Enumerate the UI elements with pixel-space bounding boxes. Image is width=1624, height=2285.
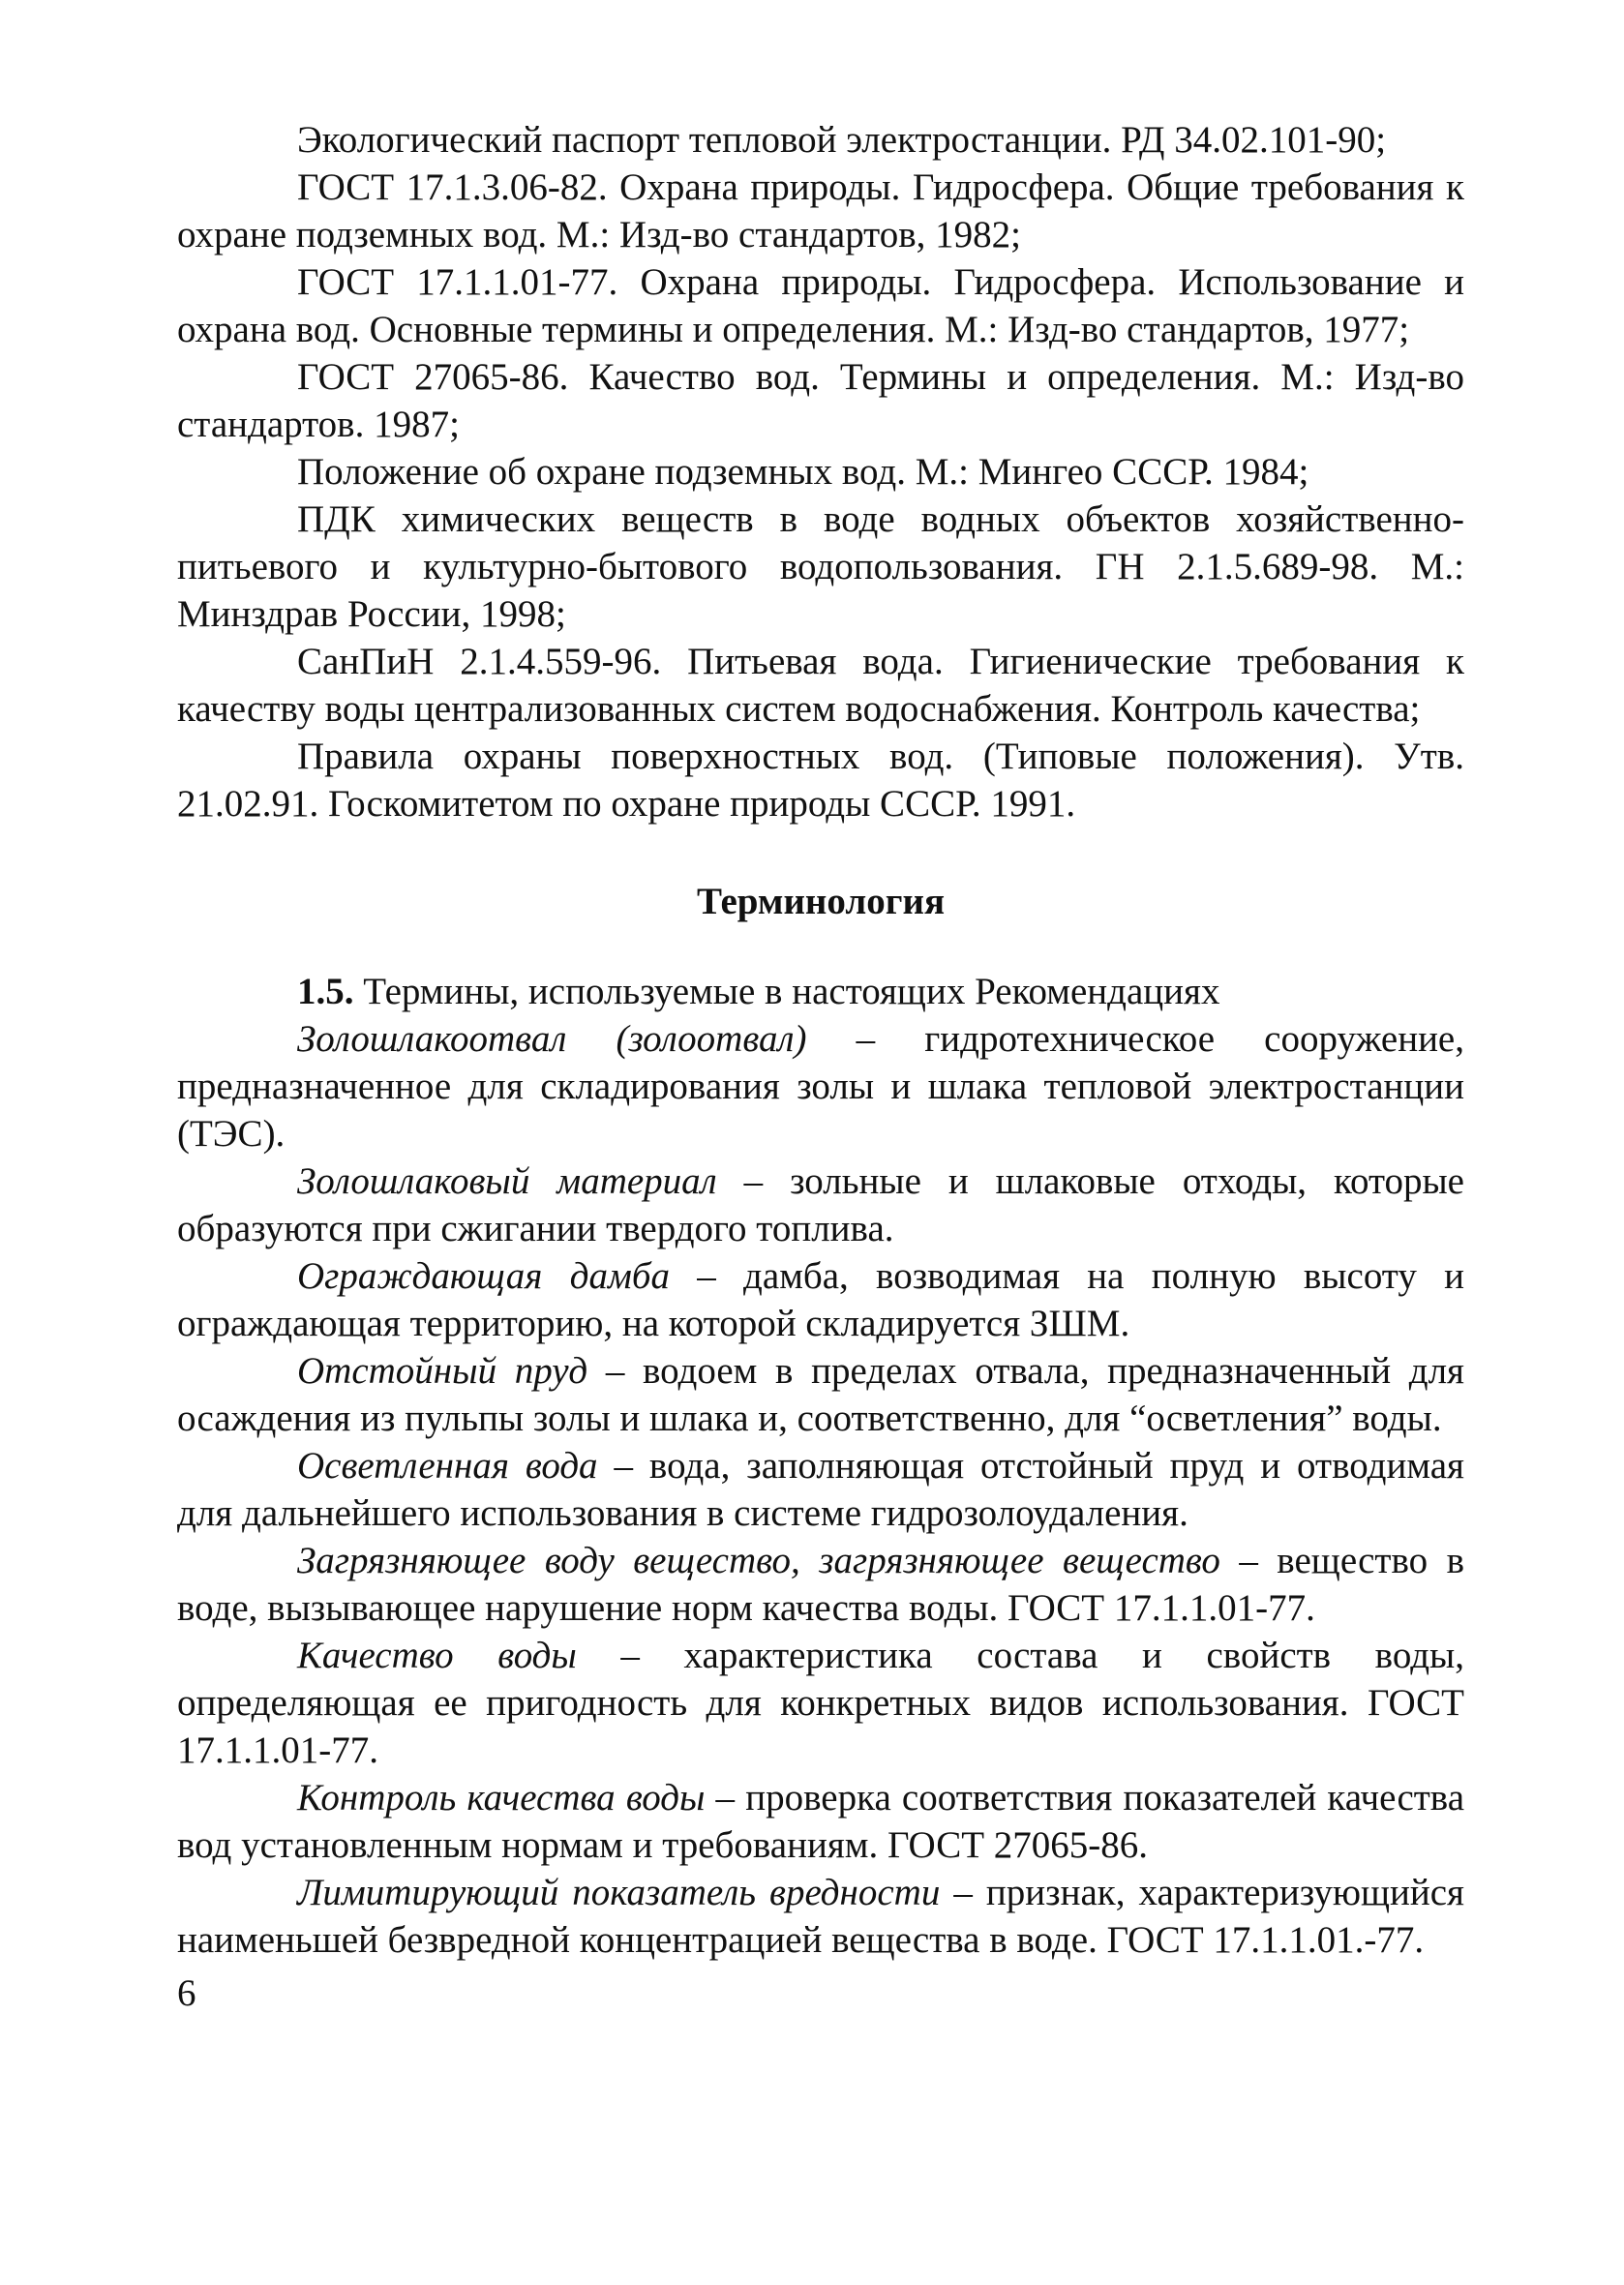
section-intro-text: Термины, используемые в настоящих Рекомендациях xyxy=(353,971,1220,1012)
reference-item: Правила охраны поверхностных вод. (Типовые положения). Утв. 21.02.91. Госкомитетом по охране природы СССР. 1991. xyxy=(177,736,1464,825)
page-number: 6 xyxy=(177,1972,196,2014)
term-entry xyxy=(177,1015,1464,1158)
document-page xyxy=(177,116,1464,2017)
term-name: Лимитирующий показатель вредности xyxy=(297,1872,941,1913)
term-entry xyxy=(177,1252,1464,1347)
reference-item: ГОСТ 27065-86. Качество вод. Термины и определения. М.: Изд-во стандартов. 1987; xyxy=(177,356,1464,445)
term-name: Осветленная вода xyxy=(297,1445,598,1487)
reference-item: ГОСТ 17.1.3.06-82. Охрана природы. Гидросфера. Общие требования к охране подземных вод. М.: Изд-во стандартов, 1982; xyxy=(177,166,1464,256)
term-entry xyxy=(177,1774,1464,1869)
term-name: Золошлаковый материал xyxy=(297,1160,717,1202)
term-name: Качество воды xyxy=(297,1635,577,1676)
term-definition: – зольные и шлаковые отходы, которые образуются при сжигании твердого топлива. xyxy=(177,1160,1464,1249)
references-list xyxy=(177,116,1464,827)
section-intro xyxy=(177,968,1464,1015)
term-entry xyxy=(177,1442,1464,1537)
term-name: Ограждающая дамба xyxy=(297,1255,670,1297)
term-definition: – проверка соответствия показателей качества вод установленным нормам и требованиям. ГОСТ 27065-86. xyxy=(177,1777,1465,1866)
term-definition: – гидротехническое сооружение, предназначенное для складирования золы и шлака тепловой электростанции (ТЭС). xyxy=(177,1018,1464,1155)
term-entry xyxy=(177,1158,1464,1252)
term-entry xyxy=(177,1632,1464,1774)
term-definition: – вода, заполняющая отстойный пруд и отводимая для дальнейшего использования в системе гидрозолоудаления. xyxy=(177,1445,1464,1534)
section-number: 1.5. xyxy=(297,971,354,1012)
reference-item: СанПиН 2.1.4.559-96. Питьевая вода. Гигиенические требования к качеству воды централизованных систем водоснабжения. Контроль качества; xyxy=(177,641,1464,730)
term-definition: – водоем в пределах отвала, предназначенный для осаждения из пульпы золы и шлака и, соответственно, для “осветления” воды. xyxy=(177,1350,1464,1439)
section-heading: Терминология xyxy=(696,881,946,922)
term-entry xyxy=(177,1347,1464,1442)
term-definition: – дамба, возводимая на полную высоту и ограждающая территорию, на которой складируется ЗШМ. xyxy=(177,1255,1464,1344)
reference-item: ПДК химических веществ в воде водных объектов хозяйственно-питьевого и культурно-бытового водопользования. ГН 2.1.5.689-98. М.: Минздрав России, 1998; xyxy=(177,498,1464,635)
term-name: Контроль качества воды xyxy=(297,1777,706,1819)
terms-list xyxy=(177,1015,1464,1964)
reference-item: Положение об охране подземных вод. М.: Мингео СССР. 1984; xyxy=(297,451,1309,493)
term-definition: – характеристика состава и свойств воды, определяющая ее пригодность для конкретных видов использования. ГОСТ 17.1.1.01-77. xyxy=(177,1635,1465,1771)
reference-item: ГОСТ 17.1.1.01-77. Охрана природы. Гидросфера. Использование и охрана вод. Основные термины и определения. М.: Изд-во стандартов, 1977; xyxy=(177,261,1464,350)
term-definition: – признак, характеризующийся наименьшей безвредной концентрацией вещества в воде. ГОСТ 17.1.1.01.-77. xyxy=(177,1872,1464,1961)
term-entry xyxy=(177,1537,1464,1632)
term-entry xyxy=(177,1869,1464,1964)
term-name: Отстойный пруд xyxy=(297,1350,588,1392)
term-name: Загрязняющее воду вещество, загрязняющее вещество xyxy=(297,1540,1220,1581)
term-definition: – вещество в воде, вызывающее нарушение норм качества воды. ГОСТ 17.1.1.01-77. xyxy=(177,1540,1464,1629)
term-name: Золошлакоотвал (золоотвал) xyxy=(297,1018,807,1060)
reference-item: Экологический паспорт тепловой электростанции. РД 34.02.101-90; xyxy=(297,119,1387,161)
